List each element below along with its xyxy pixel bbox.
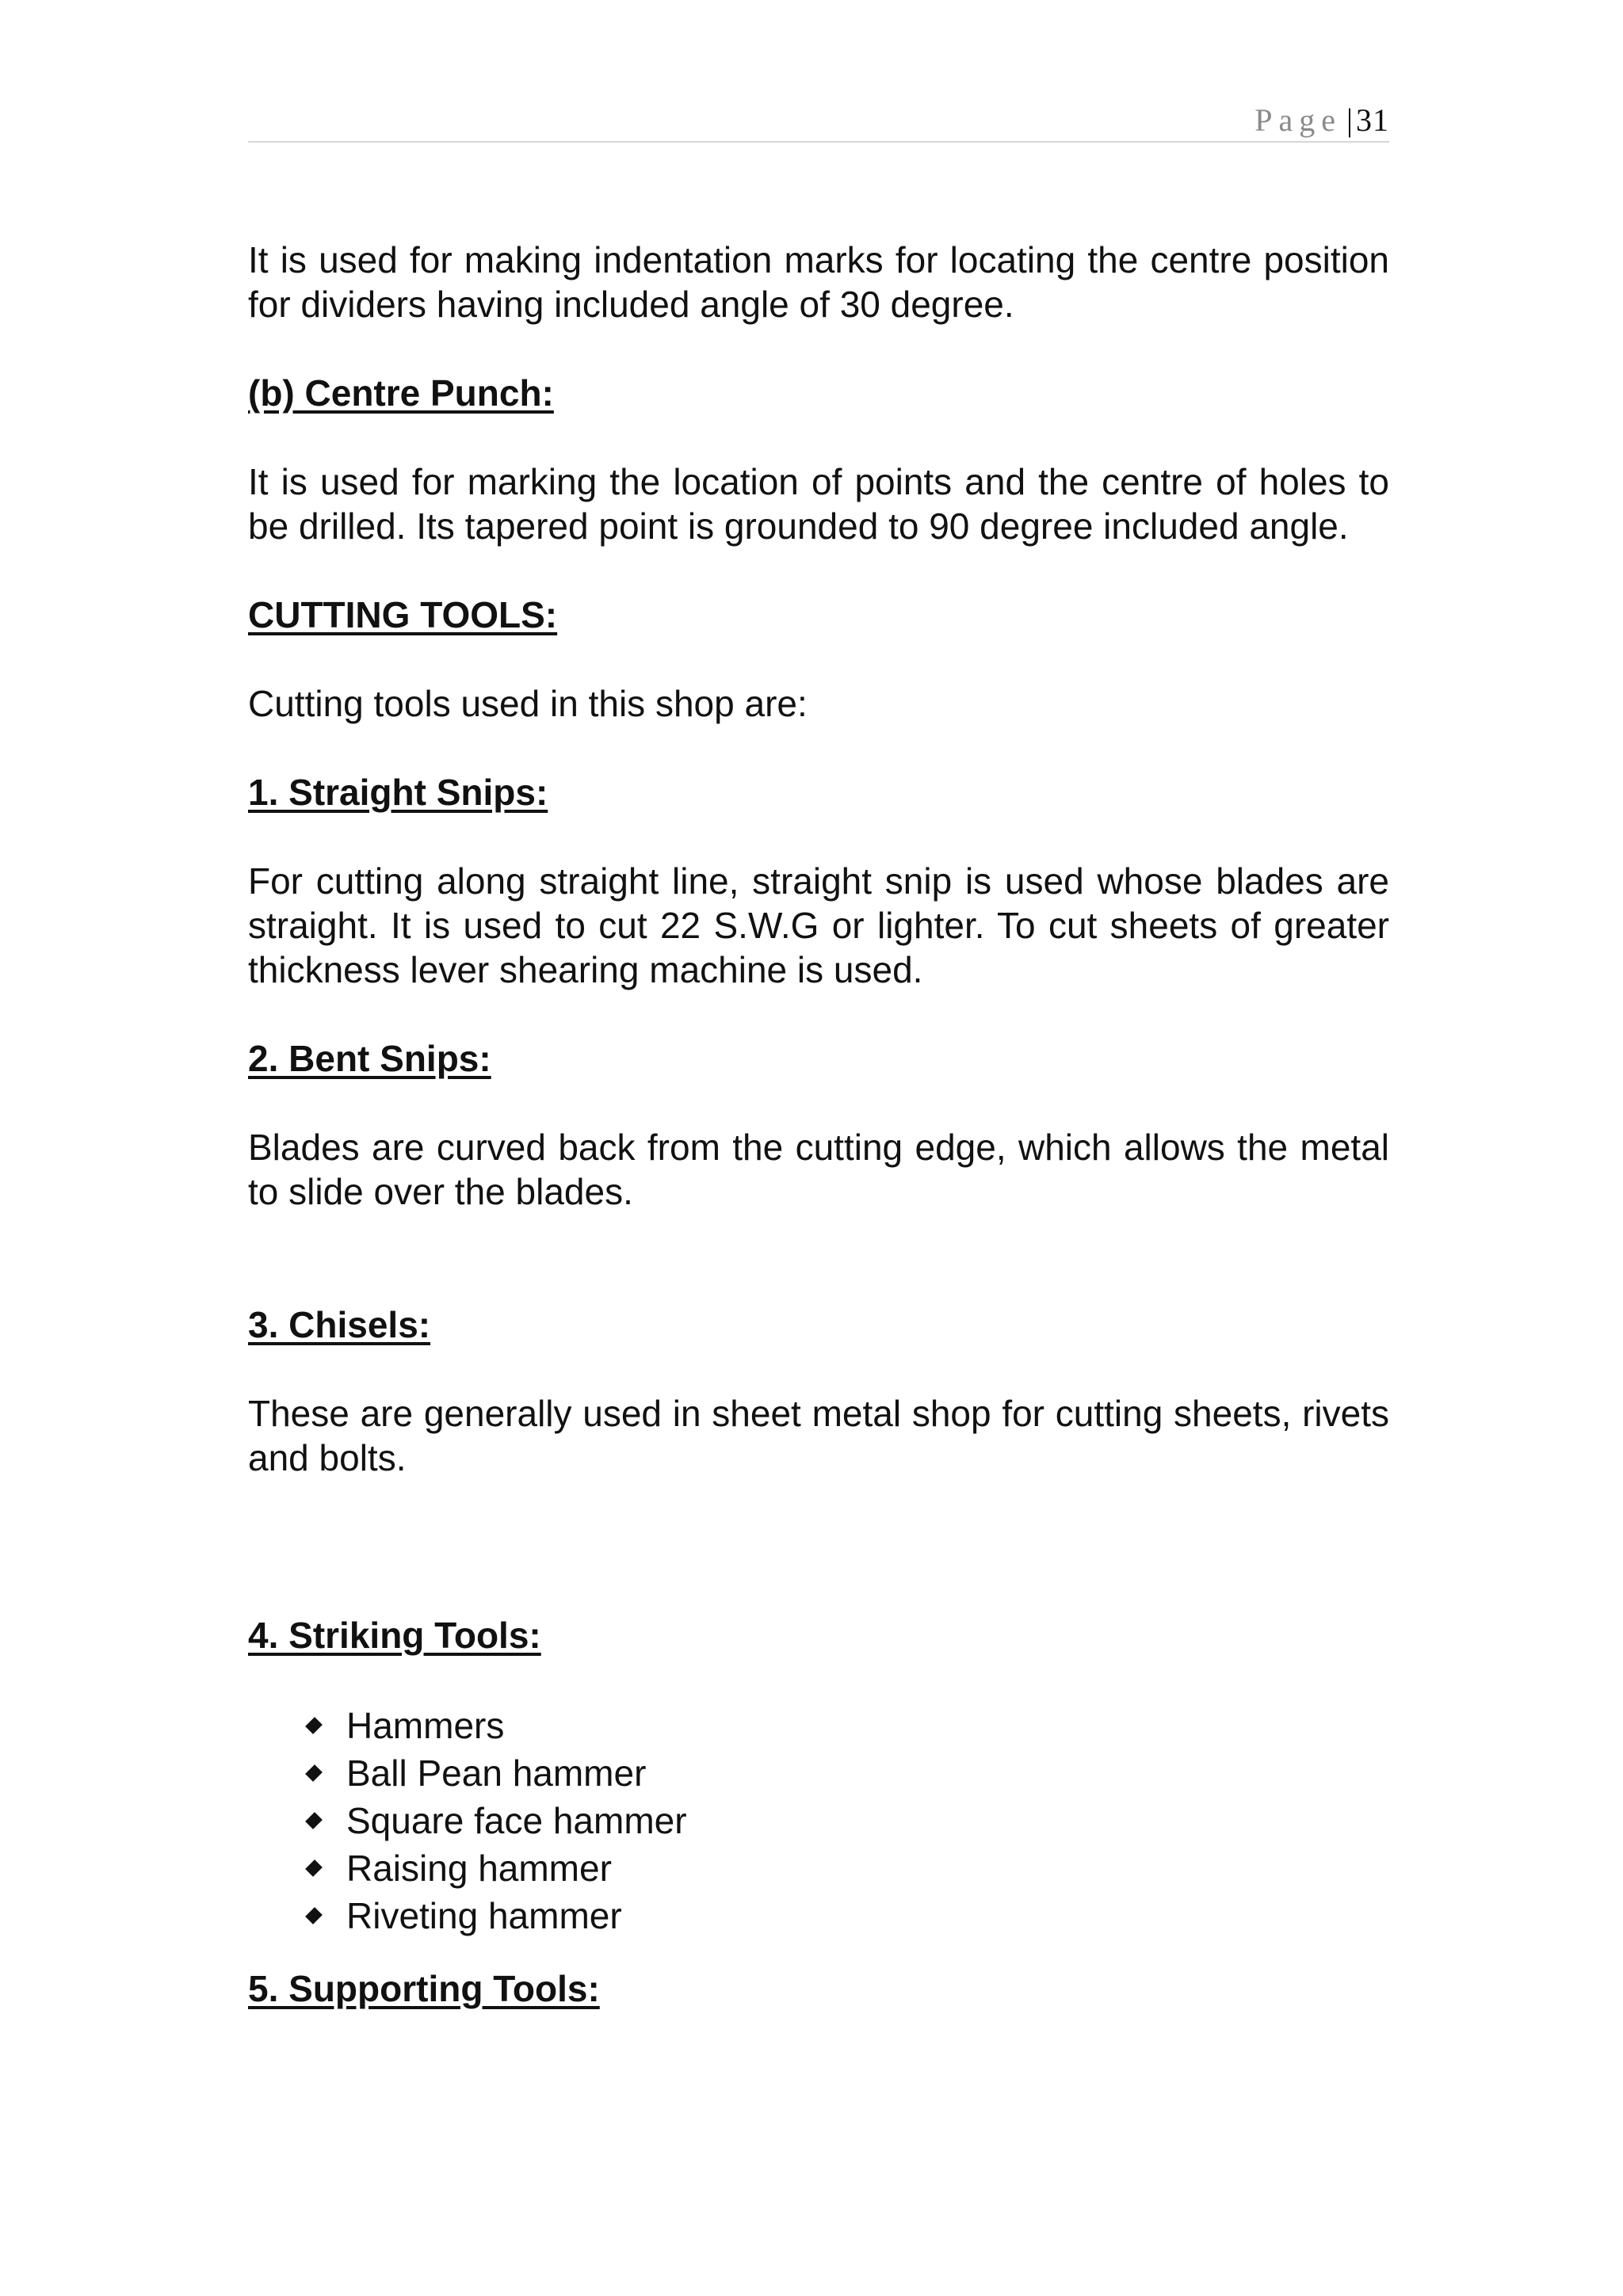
striking-tools-heading: 4. Striking Tools: xyxy=(248,1615,541,1656)
bent-snips-text: Blades are curved back from the cutting edge, which allows the metal to slide over the blades. xyxy=(248,1127,1389,1212)
intro-paragraph: It is used for making indentation marks for locating the centre position for dividers having included angle of 30 degree. xyxy=(248,239,1389,325)
chisels-heading: 3. Chisels: xyxy=(248,1304,431,1345)
cutting-tools-intro: Cutting tools used in this shop are: xyxy=(248,683,808,724)
page-number: 31 xyxy=(1356,102,1389,138)
list-item-label: Raising hammer xyxy=(346,1848,612,1889)
chisels-text: These are generally used in sheet metal shop for cutting sheets, rivets and bolts. xyxy=(248,1393,1389,1478)
centre-punch-text: It is used for marking the location of points and the centre of holes to be drilled. Its tapered point is grounded to 90 degree included angle. xyxy=(248,461,1389,547)
cutting-tools-heading: CUTTING TOOLS: xyxy=(248,594,558,635)
diamond-bullet-icon xyxy=(305,1907,323,1924)
page-number-label xyxy=(1254,101,1389,139)
striking-tools-list xyxy=(248,1702,1389,1939)
list-item xyxy=(300,1797,1389,1844)
list-item-label: Square face hammer xyxy=(346,1800,687,1841)
diamond-bullet-icon xyxy=(305,1812,323,1829)
bent-snips-heading: 2. Bent Snips: xyxy=(248,1038,491,1079)
page-header xyxy=(248,95,1389,143)
document-body xyxy=(248,238,1389,2011)
list-item xyxy=(300,1749,1389,1797)
list-item xyxy=(300,1702,1389,1749)
list-item-label: Riveting hammer xyxy=(346,1895,622,1936)
straight-snips-text: For cutting along straight line, straight snip is used whose blades are straight. It is used to cut 22 S.W.G or lighter. To cut sheets of greater thickness lever shearing machine is used. xyxy=(248,860,1389,990)
diamond-bullet-icon xyxy=(305,1717,323,1734)
list-item xyxy=(300,1892,1389,1939)
diamond-bullet-icon xyxy=(305,1859,323,1877)
supporting-tools-heading: 5. Supporting Tools: xyxy=(248,1968,600,2009)
straight-snips-heading: 1. Straight Snips: xyxy=(248,772,548,813)
page-word: Page xyxy=(1254,102,1342,138)
list-item-label: Ball Pean hammer xyxy=(346,1753,647,1794)
list-item-label: Hammers xyxy=(346,1705,505,1746)
centre-punch-heading: (b) Centre Punch: xyxy=(248,372,554,414)
page-separator: | xyxy=(1346,102,1353,138)
list-item xyxy=(300,1844,1389,1892)
diamond-bullet-icon xyxy=(305,1764,323,1782)
